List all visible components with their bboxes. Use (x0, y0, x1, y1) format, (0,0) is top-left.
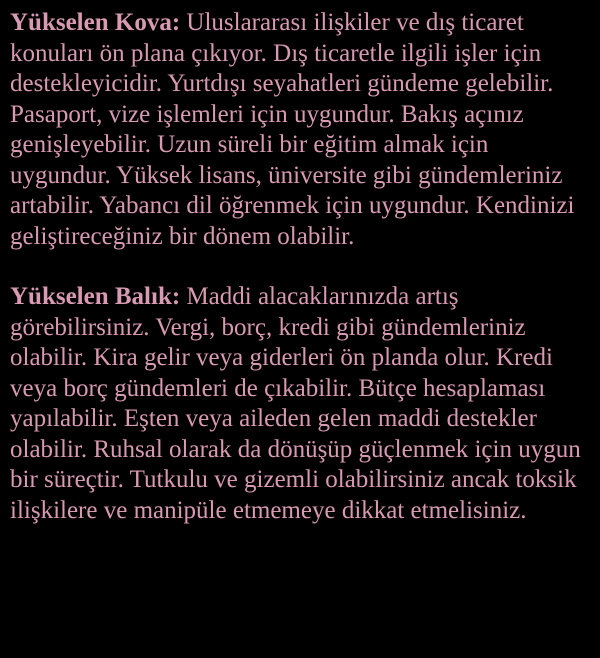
section-body: Uluslararası ilişkiler ve dış ticaret konuları ön plana çıkıyor. Dış ticaretle ilgili işler için destekleyicidir. Yurtdışı seyahatleri gündeme gelebilir. Pasaport, vize işlemleri için uygundur. Bakış açınız genişleyebilir. Uzun süreli bir eğitim almak için uygundur. Yüksek lisans, üniversite gibi gündemleriniz artabilir. Yabancı dil öğrenmek için uygundur. Kendinizi geliştireceğiniz bir dönem olabilir. (10, 9, 575, 250)
section-yukselen-balik (10, 282, 590, 526)
section-body: Maddi alacaklarınızda artış görebilirsiniz. Vergi, borç, kredi gibi gündemleriniz olabilir. Kira gelir veya giderleri ön planda olur. Kredi veya borç gündemleri de çıkabilir. Bütçe hesaplaması yapılabilir. Eşten veya aileden gelen maddi destekler olabilir. Ruhsal olarak da dönüşüp güçlenmek için uygun bir süreçtir. Tutkulu ve gizemli olabilirsiniz ancak toksik ilişkilere ve manipüle etmemeye dikkat etmelisiniz. (10, 283, 581, 524)
section-heading: Yükselen Balık: (10, 283, 181, 310)
section-heading: Yükselen Kova: (10, 9, 181, 36)
section-yukselen-kova (10, 8, 590, 252)
